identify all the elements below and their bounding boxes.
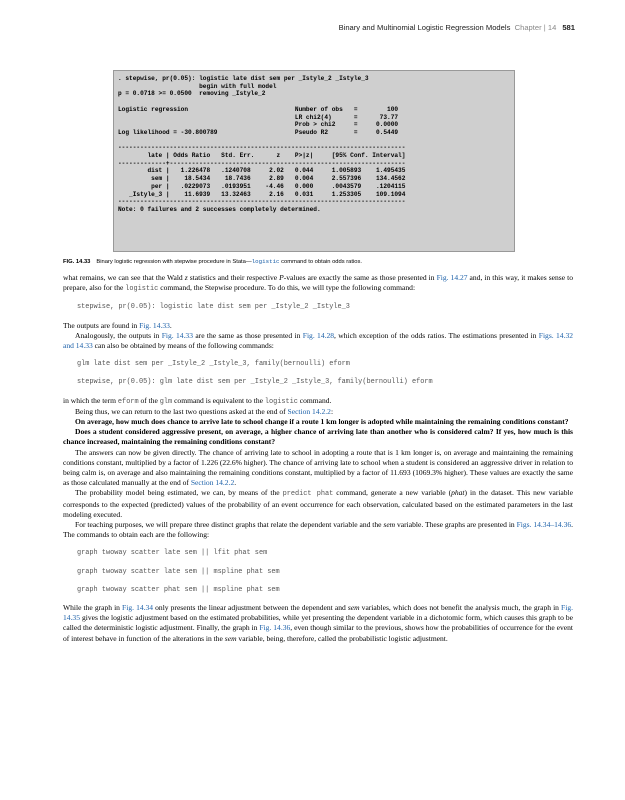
command-line: stepwise, pr(0.05): logistic late dist sem per _Istyle_2 _Istyle_3 [77,303,350,312]
inline-code: glm [159,397,173,406]
figure-link[interactable]: Figs. 14.32 and 14.33 [63,330,573,351]
question-2: Does a student considered aggressive present, on average, a higher chance of arriving late than another who is considered calm? If yes, how much is this chance increased, maintaining the remaining conditions constant? [63,427,573,447]
text-run: command. [297,395,332,405]
paragraph-outputs [63,321,573,331]
inline-code: logistic [264,397,298,406]
question-1: On average, how much does chance to arrive late to school change if a route 1 km longer is adopted while maintaining the remaining conditions constant? [75,417,569,427]
figure-link[interactable]: Fig. 14.36 [259,623,291,633]
figure-link[interactable]: Fig. 14.27 [436,273,468,282]
text-run: z [184,273,188,282]
text-run: While the graph in [63,603,123,613]
figure-caption [63,258,573,265]
text-run: , even though similar to the previous, shows how the probabilities of occurrence for the event of interest behave in function of the alterations in the [63,623,573,643]
text-run: . [234,478,237,488]
text-run: variable, being, therefore, called the probabilistic logistic adjustment. [236,633,448,643]
paragraph-eform [63,396,573,407]
text-run: in which the term [63,395,118,405]
command-line: stepwise, pr(0.05): glm late dist sem per _Istyle_2 _Istyle_3, family(bernoulli) eform [77,378,433,387]
text-run: of the [138,395,160,405]
text-run: . The commands to obtain each are the following: [63,520,574,540]
text-run: and, in this way, it makes sense to prepare, also for the [63,273,573,293]
figure-link[interactable]: Fig. 14.33 [161,330,193,340]
running-header: Binary and Multinomial Logistic Regression Models Chapter | 14 581 [338,23,575,32]
paragraph-graph-description [63,603,573,644]
header-chapter-label: Chapter [514,23,542,32]
section-link[interactable]: Section 14.2.2 [287,406,331,416]
text-run: The outputs are found in [63,320,140,330]
paragraph-graphs [63,520,573,540]
text-run: phat [451,488,465,498]
text-run: sem [347,603,360,613]
paragraph-answers [63,448,573,489]
text-run: command, generate a new variable ( [333,488,452,498]
text-run: : [330,406,334,416]
inline-code: logistic [125,285,159,294]
paragraph-probability [63,488,573,520]
figure-link[interactable]: Fig. 14.33 [139,320,170,330]
text-run: , which exception of the odds ratios. The estimations presented in [334,330,539,340]
stata-output-figure [113,70,515,252]
text-run: Analogously, the outputs in [75,330,162,340]
text-run: statistics and their respective [187,273,280,282]
header-chapter-number: 14 [547,23,557,32]
text-run: can also be obtained by means of the following commands: [92,341,274,351]
text-run: variable. These graphs are presented in [395,520,517,530]
text-run: only presents the linear adjustment between the dependent and [153,603,348,613]
figure-link[interactable]: Fig. 14.28 [302,330,335,340]
paragraph-analogously [63,331,573,351]
caption-code: logistic [251,258,280,265]
figure-link[interactable]: Fig. 14.35 [63,603,574,623]
figure-link[interactable]: Fig. 14.34 [122,603,154,613]
body-text [63,273,573,644]
inline-code: eform [117,397,139,406]
text-run: variables, which does not benefit the analysis much, the graph in [359,603,562,613]
text-run: what remains, we can see that the Wald [63,273,185,282]
text-run: are the same as those presented in [192,330,303,340]
text-run: -values are exactly the same as those presented in [283,273,437,282]
command-line: graph twoway scatter late sem || lfit phat sem [77,549,268,558]
text-run: sem [383,520,396,530]
page-number: 581 [562,23,575,32]
figure-link[interactable]: Figs. 14.34–14.36 [516,520,572,530]
paragraph-wald [63,273,573,294]
text-run: For teaching purposes, we will prepare three distinct graphs that relate the dependent variable and the [75,520,384,530]
header-title: Binary and Multinomial Logistic Regression Models [338,23,511,32]
text-run: command is equivalent to the [172,395,265,405]
command-line: graph twoway scatter phat sem || mspline phat sem [77,585,280,594]
text-run: command, the Stepwise procedure. To do this, we will type the following command: [158,283,416,293]
text-run: Being thus, we can return to the last two questions asked at the end of [75,406,288,416]
text-run: P [279,273,284,282]
caption-text-after: command to obtain odds ratios. [279,259,363,265]
paragraph-return [63,407,573,417]
text-run: The probability model being estimated, we can, by means of the [75,488,283,498]
stata-output-text: . stepwise, pr(0.05): logistic late dist sem per _Istyle_2 _Istyle_3 begin with full model p = 0.0718 >= 0.0500 removing _Istyle_2 Logistic regression Number of obs = 100 LR chi2(4) = 73.77 Prob > chi2 = 0.0000 Log likelihood = -30.800789 Pseudo R2 = 0.5449 ------------------------------------------------------------------------------ late | Odds Ratio Std. Err. z P>|z| [95% Conf. Interval] -------------+---------------------------------------------------------------- dist | 1.226478 .1240708 2.02 0.044 1.005893 1.495435 sem | 18.5434 18.7436 2.89 0.004 2.557396 134.4562 per | .0229073 .0193951 -4.46 0.000 .0043579 .1204115 _Istyle_3 | 11.6939 13.32463 2.16 0.031 1.253305 109.1094 ------------------------------------------------------------------------------ Note: 0 failures and 2 successes completely determined. [118,75,406,213]
text-run: ) in the dataset. This new variable corresponds to the expected (predicted) values of the probability of an event occurrence for each observation, calculated based on the estimated parameters in the last modeling executed. [63,488,574,519]
figure-label: FIG. 14.33 [63,259,91,265]
text-run: . [169,320,172,330]
text-run: sem [224,633,237,643]
caption-text-before: Binary logistic regression with stepwise procedure in Stata— [96,259,252,265]
text-run: gives the logistic adjustment based on the estimated probabilities, while yet presenting the dependent variable in a dichotomic form, which causes this graph to be called the deterministic logistic adjustment. Finally, the graph in [63,613,573,633]
command-line: glm late dist sem per _Istyle_2 _Istyle_3, family(bernoulli) eform [77,360,350,369]
inline-code: predict phat [282,490,334,499]
section-link[interactable]: Section 14.2.2 [190,478,235,488]
text-run: The answers can now be given directly. The chance of arriving late to school in adopting a route that is 1 km longer is, on average and maintaining the remaining conditions constant, multiplied by a factor of 1.226 (22.6% higher). The chance of arriving late to school when a student is considered an aggressive driver in relation to being calm is, on average and also maintaining the remaining conditions constant, multiplied by a factor of 11.693 (1069.3% higher). These values are exactly the same as those calculated manually at the end of [63,447,573,488]
command-line: graph twoway scatter late sem || mspline phat sem [77,567,280,576]
